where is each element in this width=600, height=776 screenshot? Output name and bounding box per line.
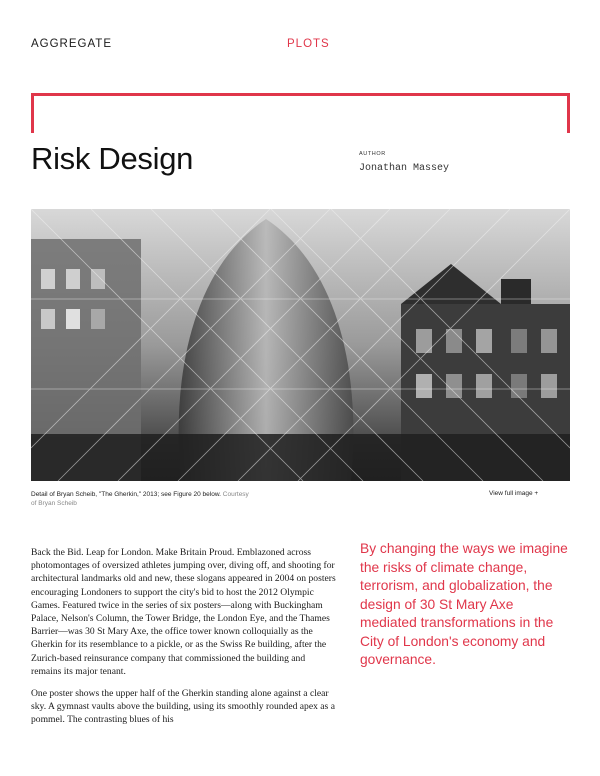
article-body [31,546,336,736]
caption-credit: Courtesy of Bryan Scheib [31,491,249,507]
view-full-image-link[interactable]: View full image + [489,490,539,497]
pull-quote: By changing the ways we imagine the risks of climate change, terrorism, and globalization, the design of 30 St Mary Axe mediated transformations in the City of London's economy and governance. [360,541,568,667]
gherkin-photomontage [31,209,570,481]
figure-caption [31,490,251,508]
header-bracket [31,93,570,133]
body-paragraph: One poster shows the upper half of the Gherkin standing alone against a clear sky. A gymnast vaults above the building, using its smoothly rounded apex as a pommel. The contrasting blues of his [31,688,335,726]
body-paragraph: Back the Bid. Leap for London. Make Britain Proud. Emblazoned across photomontages of oversized athletes jumping over, diving off, and shooting for architectural landmarks old and new, these slogans appeared in 2004 on posters encouraging Londoners to support the city's bid to host the 2012 Olympic Games. Featured twice in the series of six posters—along with Buckingham Palace, Nelson's Column, the Tower Bridge, the London Eye, and the Thames Barrier—was 30 St Mary Axe, the office tower known colloquially as the Gherkin for its resemblance to a pickle, or as the Swiss Re building, after the Zurich-based reinsurance company that commissioned the building and remains its major tenant. [31,547,336,677]
hero-image[interactable] [31,209,570,481]
caption-text: Detail of Bryan Scheib, "The Gherkin," 2013; see Figure 20 below. [31,491,221,498]
section-label[interactable]: PLOTS [287,38,330,50]
author-label: AUTHOR [359,151,386,157]
author-name[interactable]: Jonathan Massey [359,163,450,174]
site-brand[interactable]: AGGREGATE [31,38,112,50]
page-title: Risk Design [31,141,194,176]
